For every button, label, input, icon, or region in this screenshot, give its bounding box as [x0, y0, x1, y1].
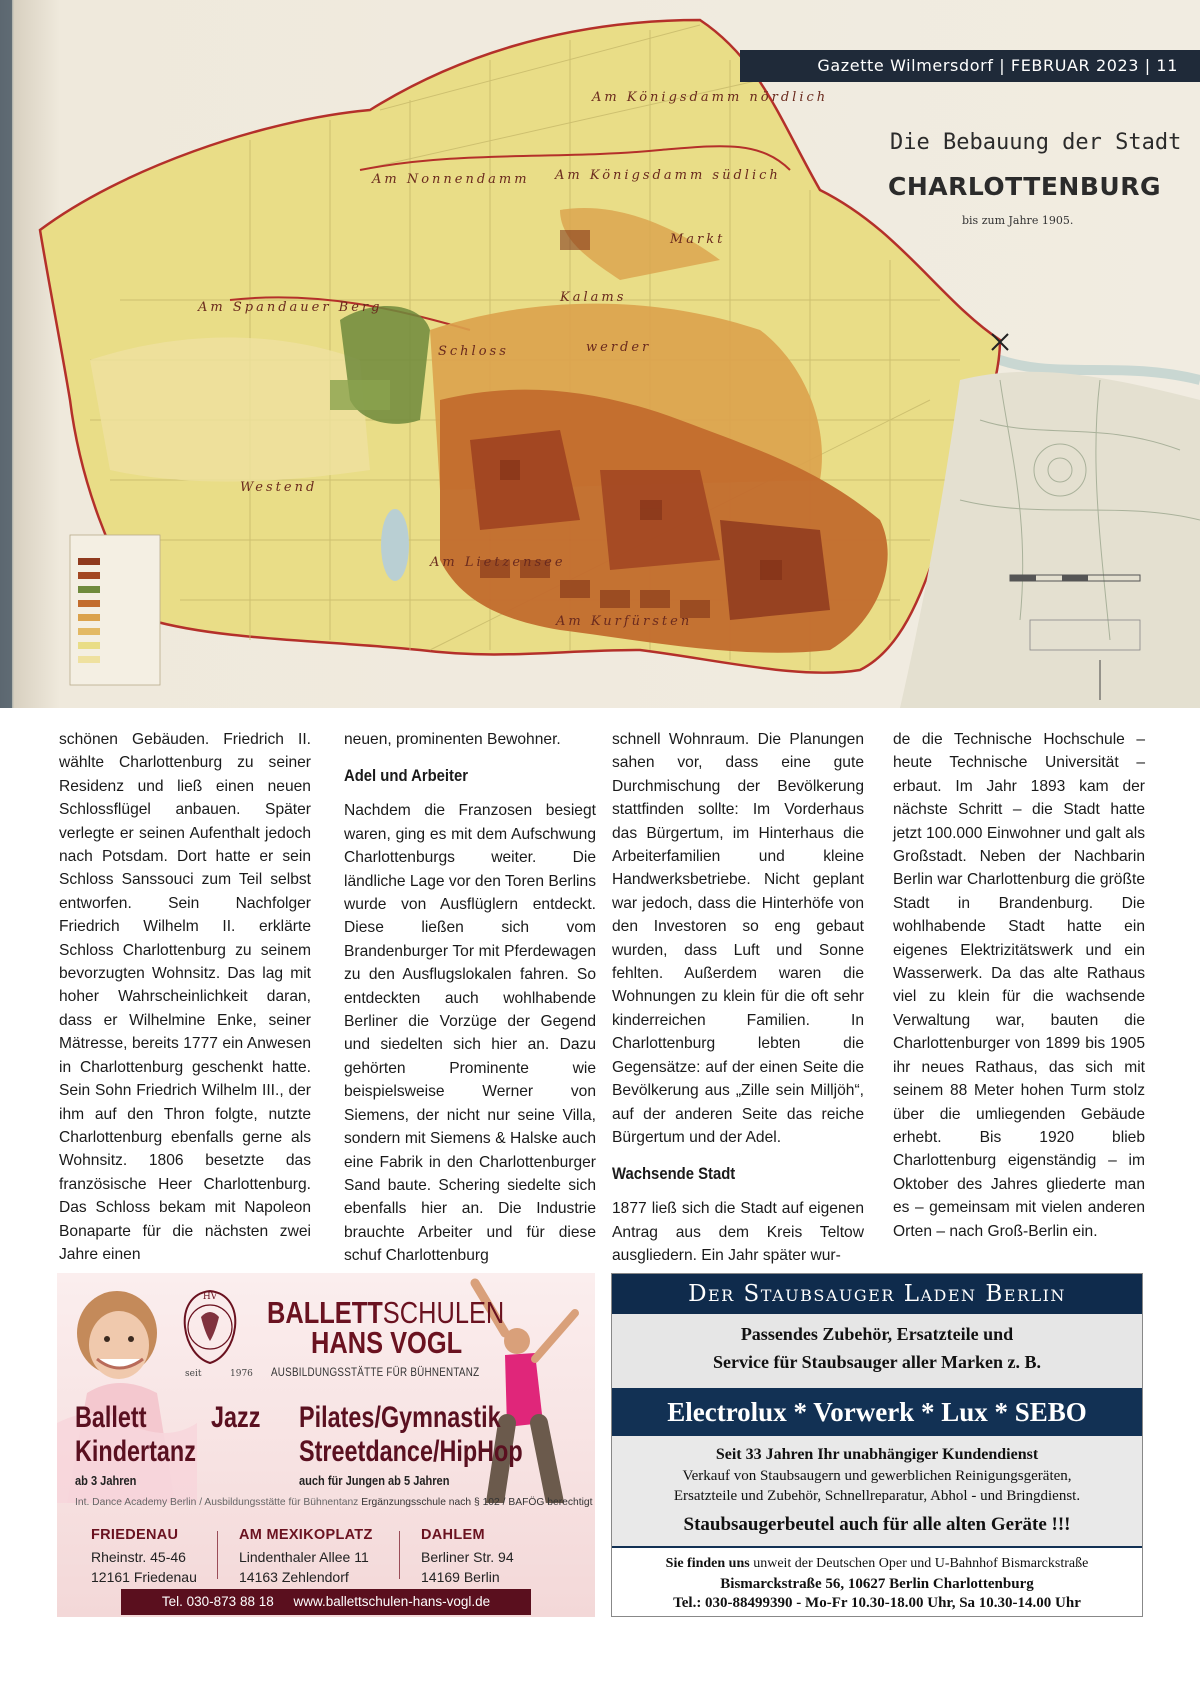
map-title-line2: CHARLOTTENBURG	[888, 172, 1161, 201]
map-label-schloss: Schloss	[438, 344, 509, 359]
article-paragraph: neuen, prominenten Bewohner.	[344, 731, 561, 748]
map-label-spandauer-berg: Am Spandauer Berg	[198, 300, 383, 315]
location-hint-bold: Sie finden uns	[665, 1556, 750, 1571]
location-friedenau-address	[91, 1547, 197, 1587]
address-line: Berliner Str. 94	[421, 1549, 514, 1565]
ballet-contact-bar	[121, 1589, 531, 1615]
service-title: Seit 33 Jahren Ihr unabhängiger Kundendienst	[715, 1446, 1039, 1463]
map-label-kalams: Kalams	[560, 290, 627, 305]
article-paragraph: Nachdem die Franzosen besiegt waren, ging es mit dem Aufschwung Charlottenburgs weiter. Die ländliche Lage vor den Toren Berlins wurde von Ausflüglern entdeckt. Diese ließen sich vom Brandenburger Tor mit Pferdewagen zu den Ausflugslokalen fahren. So entdeckten auch wohlhabende Berliner die Vorzüge der Gegend und siedelten sich hier an. Dazu gehörten Prominente wie beispielsweise Werner von Siemens, der nicht nur seine Villa, sondern mit Siemens & Halske auch eine Fabrik in den Charlottenburger Sand baute. Schering siedelte sich ebenfalls hier an. Die Industrie brauchte Arbeiter und für diese schuf Charlottenburg	[344, 802, 596, 1265]
lietzensee	[381, 509, 409, 581]
map-label-koenigsdamm-nord: Am Königsdamm nördlich	[592, 90, 829, 105]
discipline-streetdance: Streetdance/HipHop	[299, 1435, 523, 1468]
divider-line	[612, 1546, 1142, 1548]
map-label-lietzensee: Am Lietzensee	[430, 555, 566, 570]
location-mexikoplatz-name: AM MEXIKOPLATZ	[239, 1527, 373, 1543]
bags-slogan: Staubsaugerbeutel auch für alle alten Geräte !!!	[683, 1514, 1071, 1535]
location-dahlem-address	[421, 1547, 514, 1587]
brand-list: Electrolux * Vorwerk * Lux * SEBO	[612, 1388, 1142, 1436]
location-hint	[612, 1556, 1142, 1572]
header-bar	[740, 50, 1200, 82]
westend-area	[90, 338, 370, 482]
discipline-kindertanz: Kindertanz	[75, 1435, 196, 1468]
intro-line-1: Passendes Zubehör, Ersatzteile und	[740, 1324, 1014, 1344]
ballet-school-name-line2: HANS VOGL	[311, 1325, 463, 1360]
discipline-jazz: Jazz	[211, 1401, 261, 1434]
article-paragraph: 1877 ließ sich die Stadt auf eigenen Antrag aus dem Kreis Teltow ausgliedern. Ein Jahr später wur-	[612, 1200, 864, 1265]
map-label-nonnendamm: Am Nonnendamm	[372, 172, 530, 187]
location-divider	[217, 1531, 218, 1579]
park-green-2	[330, 380, 390, 410]
discipline-pilates: Pilates/Gymnastik	[299, 1401, 501, 1434]
name-thin-part: SCHULEN	[382, 1295, 505, 1330]
location-hint-rest: unweit der Deutschen Oper und U-Bahnhof Bismarckstraße	[749, 1556, 1089, 1571]
logo-year-label: 1976	[230, 1369, 253, 1379]
location-dahlem-name: DAHLEM	[421, 1527, 485, 1543]
historic-map	[0, 0, 1200, 708]
article-column-2	[344, 728, 596, 1268]
note-part2: Ergänzungsschule nach § 102 / BAFÖG berechtigt	[361, 1497, 593, 1508]
vacuum-shop-ad[interactable]	[611, 1273, 1143, 1617]
location-mexikoplatz-address	[239, 1547, 369, 1587]
article-paragraph: de die Technische Hochschule – heute Technische Universität – erbaut. Im Jahr 1893 kam der nächste Schritt – die Stadt hatte jetzt 100.000 Einwohner und galt als Großstadt. Neben der Nachbarin Berlin war Charlottenburg die größte Stadt in Brandenburg. Die wohlhabende Stadt hatte ein eigenes Elektrizitätswerk und ein Wasserwerk. Da das alte Rathaus viel zu klein für die wachsende Verwaltung war, bauten die Charlottenburger von 1899 bis 1905 ihr neues Rathaus, das sich mit seinem 88 Meter hohen Turm stolz über die umliegenden Gebäude erhebt. Bis 1920 blieb Charlottenburg eigenständig – im Oktober des Jahres gliederte man es – gemeinsam mit vielen anderen Orten – nach Groß-Berlin ein.	[893, 731, 1145, 1240]
ballet-school-accreditation-note	[75, 1497, 592, 1508]
section-heading-wachsende-stadt: Wachsende Stadt	[612, 1165, 736, 1184]
map-label-westend: Westend	[240, 480, 318, 495]
map-label-koenigsdamm-sued: Am Königsdamm südlich	[555, 168, 781, 183]
service-text-2: Ersatzteile und Zubehör, Schnellreparatur, Abhol - und Bringdienst.	[673, 1488, 1081, 1504]
shop-contact[interactable]: Tel.: 030-88499390 - Mo-Fr 10.30-18.00 Uhr, Sa 10.30-14.00 Uhr	[673, 1595, 1081, 1611]
article-paragraph: schönen Gebäuden. Friedrich II. wählte Charlottenburg zu seiner Residenz und ließ einen neuen Schlossflügel anbauen. Später verlegte er seinen Aufenthalt jedoch nach Potsdam. Dort hatte er sein Schloss Sanssouci zum Teil selbst entworfen. Sein Nachfolger Friedrich Wilhelm II. erklärte Schloss Charlottenburg zu seinem bevorzugten Wohnsitz. Das lag mit hoher Wahrscheinlichkeit daran, dass er Wilhelmine Enke, seiner Mätresse, bereits 1777 ein Anwesen in Charlottenburg geschenkt hatte. Sein Sohn Friedrich Wilhelm III., der ihm auf den Thron folgte, nutzte Charlottenburg ebenfalls gerne als Wohnsitz. 1806 besetzte das französische Heer Charlottenburg. Das Schloss bekam mit Napoleon Bonaparte für die nächsten zwei Jahre einen	[59, 731, 311, 1263]
ballet-website-link[interactable]: www.ballettschulen-hans-vogl.de	[293, 1594, 491, 1609]
article-column-3	[612, 728, 864, 1268]
logo-seit-label: seit	[185, 1369, 202, 1379]
address-line: Lindenthaler Allee 11	[239, 1549, 369, 1565]
intro-line-2: Service für Staubsauger aller Marken z. B.	[713, 1352, 1041, 1372]
vacuum-shop-title: Der Staubsauger Laden Berlin	[612, 1274, 1142, 1314]
ballet-school-ad[interactable]	[57, 1273, 595, 1617]
address-line: 12161 Friedenau	[91, 1569, 197, 1585]
map-label-markt: Markt	[670, 232, 726, 247]
location-friedenau-name: FRIEDENAU	[91, 1527, 179, 1543]
map-edge	[0, 0, 12, 708]
article-column-4	[893, 728, 1145, 1243]
note-part1: Int. Dance Academy Berlin / Ausbildungsstätte für Bühnentanz	[75, 1497, 359, 1508]
ballet-school-logo-icon	[179, 1287, 241, 1367]
svg-text:HV: HV	[202, 1292, 218, 1302]
name-bold-part: BALLETT	[267, 1295, 383, 1330]
map-label-kurfuersten: Am Kurfürsten	[556, 614, 693, 629]
map-legend	[70, 535, 160, 685]
header-text: Gazette Wilmersdorf | FEBRUAR 2023 | 11	[817, 56, 1178, 75]
article-column-1	[59, 728, 311, 1266]
discipline-ballett: Ballett	[75, 1401, 147, 1434]
address-line: 14163 Zehlendorf	[239, 1569, 349, 1585]
location-divider	[399, 1531, 400, 1579]
shop-address: Bismarckstraße 56, 10627 Berlin Charlottenburg	[720, 1576, 1034, 1592]
kindertanz-age: ab 3 Jahren	[75, 1473, 137, 1488]
map-title-line1: Die Bebauung der Stadt	[890, 130, 1182, 155]
streetdance-age: auch für Jungen ab 5 Jahren	[299, 1473, 450, 1488]
address-line: 14169 Berlin	[421, 1569, 500, 1585]
section-heading-adel-und-arbeiter: Adel und Arbeiter	[344, 767, 469, 786]
map-title-line3: bis zum Jahre 1905.	[962, 214, 1074, 227]
address-line: Rheinstr. 45-46	[91, 1549, 186, 1565]
ballet-phone[interactable]: Tel. 030-873 88 18	[161, 1594, 274, 1609]
article-paragraph: schnell Wohnraum. Die Planungen sahen vor, dass eine gute Durchmischung der Bevölkerung stattfinden sollte: Im Vorderhaus das Bürgertum, im Hinterhaus die Arbeiterfamilien und kleine Handwerksbetriebe. Nicht geplant war jedoch, dass die Hinterhöfe von den Investoren so eng gebaut wurden, dass Luft und Sonne fehlten. Außerdem waren die Wohnungen zu klein für die oft sehr kinderreichen Familien. In Charlottenburg lebten die Gegensätze: auf der einen Seite die Bevölkerung aus „Zille sein Milljöh“, auf der anderen Seite das reiche Bürgertum und der Adel.	[612, 731, 864, 1146]
map-label-werder: werder	[586, 340, 652, 355]
service-text-1: Verkauf von Staubsaugern und gewerblichen Reinigungsgeräten,	[682, 1468, 1072, 1484]
ballet-school-subtitle: AUSBILDUNGSSTÄTTE FÜR BÜHNENTANZ	[271, 1365, 480, 1379]
